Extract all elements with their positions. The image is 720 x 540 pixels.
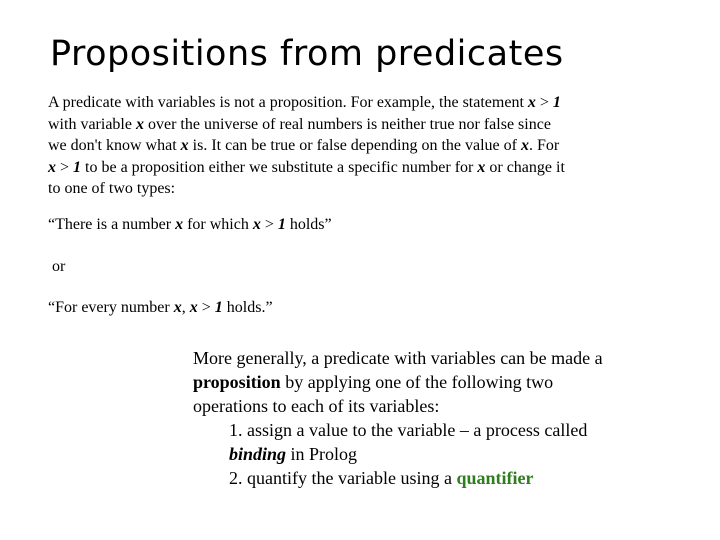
or-text: or <box>52 258 66 275</box>
var-x: x <box>173 299 182 316</box>
intro-text: . For <box>528 137 560 154</box>
num-one: 1 <box>73 158 82 176</box>
general-line-2 <box>193 370 663 394</box>
list-item-1-cont <box>193 442 663 466</box>
gt-sign: > <box>535 94 553 111</box>
list-item-2 <box>193 466 663 490</box>
quantifier-term: quantifier <box>456 468 534 488</box>
general-line-3: operations to each of its variables: <box>193 396 440 416</box>
var-x: x <box>175 216 184 233</box>
var-x: x <box>48 158 56 176</box>
intro-text: or change it to one of two types: <box>48 158 565 197</box>
quote-text: , <box>181 299 190 316</box>
generalization-block <box>193 346 663 490</box>
num-one: 1 <box>552 94 561 111</box>
gt-sign: > <box>56 158 74 176</box>
quote-text: “For every number <box>48 299 174 316</box>
binding-term: binding <box>229 444 287 464</box>
quote-text: “There is a number <box>48 216 176 233</box>
general-line-1: More generally, a predicate with variables can be made a <box>193 348 603 368</box>
var-x: x <box>477 158 486 176</box>
intro-text: with variable <box>48 115 136 133</box>
slide-title: Propositions from predicates <box>50 34 564 74</box>
quote-text: holds” <box>285 216 332 233</box>
list-text: 2. quantify the variable using a <box>229 468 457 488</box>
list-item-1: 1. assign a value to the variable – a process called <box>229 420 588 440</box>
intro-text: to be a proposition either we substitute a specific number for <box>81 158 478 176</box>
var-x: x <box>180 137 189 154</box>
quote-exists <box>48 214 332 236</box>
var-x: x <box>189 299 198 316</box>
general-text: by applying one of the following two <box>280 372 554 392</box>
gt-sign: > <box>260 216 278 233</box>
quote-text: for which <box>183 216 253 233</box>
intro-text: is. It can be true or false depending on the value of <box>188 137 521 154</box>
num-one: 1 <box>277 216 286 233</box>
var-x: x <box>252 216 261 233</box>
num-one: 1 <box>214 299 223 316</box>
var-x: x <box>527 94 536 111</box>
list-text: in Prolog <box>286 444 358 464</box>
intro-text: A predicate with variables is not a proposition. For example, the statement <box>48 94 528 111</box>
gt-sign: > <box>197 299 215 316</box>
intro-text: over the universe of real numbers is neither true nor false since we don't know what <box>48 115 551 154</box>
quote-forall <box>48 297 273 319</box>
quote-text: holds.” <box>222 299 273 316</box>
var-x: x <box>520 137 529 154</box>
var-x: x <box>135 115 144 133</box>
proposition-term: proposition <box>193 372 281 392</box>
intro-paragraph <box>48 92 568 200</box>
